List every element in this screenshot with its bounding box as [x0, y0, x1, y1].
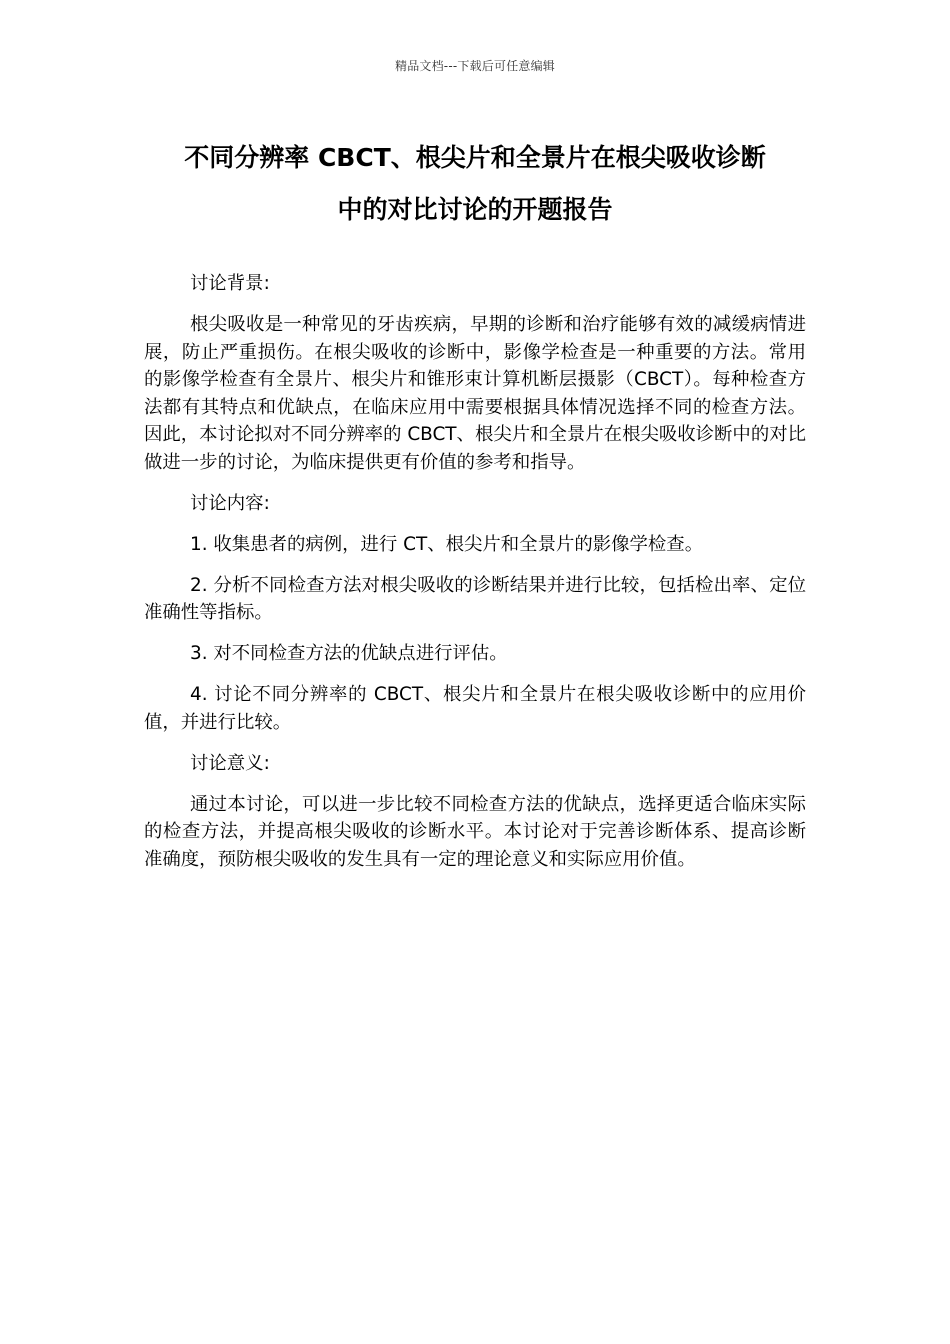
document-title — [140, 132, 810, 236]
paragraph-significance: 通过本讨论，可以进一步比较不同检查方法的优缺点，选择更适合临床实际的检查方法，并提高根尖吸收的诊断水平。本讨论对于完善诊断体系、提高诊断准确度，预防根尖吸收的发生具有一定的理论意义和实际应用价值。 — [144, 793, 806, 870]
section-heading-significance: 讨论意义: — [190, 752, 270, 774]
list-item-4: 4. 讨论不同分辨率的 CBCT、根尖片和全景片在根尖吸收诊断中的应用价值，并进行比较。 — [144, 684, 806, 733]
title-line-1: 不同分辨率 CBCT、根尖片和全景片在根尖吸收诊断 — [184, 143, 766, 172]
section-heading-background: 讨论背景: — [190, 273, 270, 294]
paragraph-background: 根尖吸收是一种常见的牙齿疾病，早期的诊断和治疗能够有效的减缓病情进展，防止严重损伤。在根尖吸收的诊断中，影像学检查是一种重要的方法。常用的影像学检查有全景片、根尖片和锥形束计算机断层摄影（CBCT）。每种检查方法都有其特点和优缺点，在临床应用中需要根据具体情况选择不同的检查方法。因此，本讨论拟对不同分辨率的 CBCT、根尖片和全景片在根尖吸收诊断中的对比做进一步的讨论，为临床提供更有价值的参考和指导。 — [144, 314, 806, 473]
title-line-2: 中的对比讨论的开题报告 — [337, 195, 613, 224]
header-note: 精品文档---下载后可任意编辑 — [395, 59, 555, 73]
list-item-2: 2. 分析不同检查方法对根尖吸收的诊断结果并进行比较，包括检出率、定位准确性等指标。 — [144, 574, 806, 623]
section-heading-content: 讨论内容: — [190, 492, 270, 514]
document-body — [144, 270, 806, 887]
list-item-3: 3. 对不同检查方法的优缺点进行评估。 — [190, 643, 508, 664]
list-item-1: 1. 收集患者的病例，进行 CT、根尖片和全景片的影像学检查。 — [190, 533, 704, 555]
